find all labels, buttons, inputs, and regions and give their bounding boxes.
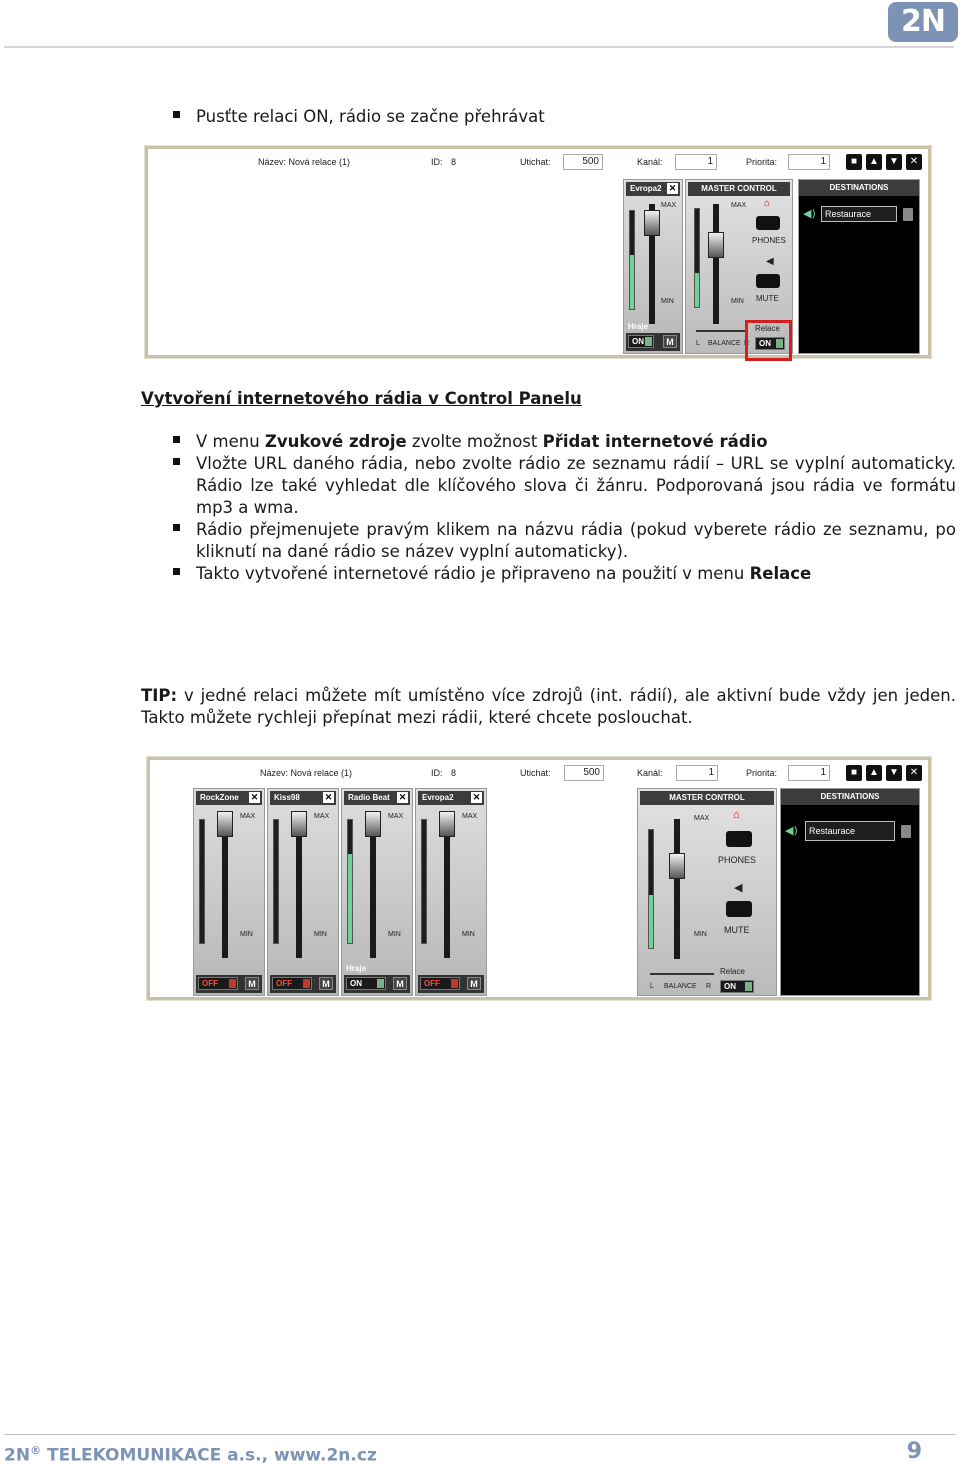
master-volume-fader[interactable] (708, 232, 724, 258)
remove-source-icon[interactable]: ✕ (472, 792, 481, 802)
channel-label: Kanál: (637, 157, 663, 167)
move-top-icon[interactable]: ▲ (866, 154, 882, 170)
bullet-marker (173, 458, 180, 465)
session-panel-1 (145, 146, 931, 358)
min-label: MIN (388, 931, 401, 938)
mute-label: MUTE (724, 925, 750, 935)
destinations-title: DESTINATIONS (781, 789, 919, 805)
playing-status: Hraje (346, 964, 367, 973)
priority-input[interactable]: 1 (788, 154, 830, 170)
relace-on-toggle[interactable]: ON (720, 980, 754, 993)
destination-item[interactable]: Restaurace (805, 821, 895, 841)
level-meter (347, 819, 353, 944)
remove-source-icon[interactable]: ✕ (324, 792, 333, 802)
source-name: Radio Beat ✕ (344, 791, 410, 805)
source-on-toggle[interactable]: OFF (420, 977, 460, 990)
phones-label: PHONES (752, 236, 786, 245)
playing-status: Hraje (628, 322, 649, 331)
delete-destination-icon[interactable] (903, 208, 913, 221)
company-logo: 2N (888, 2, 958, 42)
destinations-panel (798, 179, 920, 354)
session-toolbar (148, 149, 928, 175)
mute-toggle[interactable] (756, 274, 780, 288)
balance-label: BALANCE (708, 340, 741, 347)
mute-source-button[interactable]: M (245, 977, 259, 990)
volume-fader[interactable] (439, 811, 455, 837)
channel-input[interactable]: 1 (675, 154, 717, 170)
level-meter (421, 819, 427, 944)
close-icon[interactable]: ✕ (906, 154, 922, 170)
mute-input[interactable]: 500 (563, 154, 603, 170)
channel-label: Kanál: (637, 768, 663, 778)
max-label: MAX (388, 813, 404, 820)
balance-l: L (650, 983, 654, 990)
speaker-active-icon: ◀) (785, 824, 798, 837)
volume-fader[interactable] (217, 811, 233, 837)
phones-toggle[interactable] (756, 216, 780, 230)
save-icon[interactable]: ■ (846, 765, 862, 781)
move-bottom-icon[interactable]: ▼ (886, 154, 902, 170)
bullet-3: Rádio přejmenujete pravým klikem na názvu rádia (pokud vyberete rádio ze seznamu, po kliknutí na dané rádio se název vyplní automaticky). (196, 520, 956, 561)
remove-source-icon[interactable]: ✕ (250, 792, 259, 802)
source-name: Evropa2 ✕ (626, 182, 680, 196)
destination-item[interactable]: Restaurace (821, 206, 897, 222)
bullet-marker (173, 568, 180, 575)
channel-input[interactable]: 1 (676, 765, 718, 781)
source-on-toggle[interactable]: OFF (272, 977, 312, 990)
intro-bullet-text: Pusťte relaci ON, rádio se začne přehrávat (196, 107, 545, 126)
bullet-2: Vložte URL daného rádia, nebo zvolte rádio ze seznamu rádií – URL se vyplní automaticky. Rádio lze také vyhledat dle klíčového slova či žánru. Podporovaná jsou rádia ve formátu mp3 a wma. (196, 454, 956, 517)
mute-source-button[interactable]: M (467, 977, 481, 990)
level-meter (199, 819, 205, 944)
tip-paragraph: TIP: v jedné relaci můžete mít umístěno více zdrojů (int. rádií), ale aktivní bude vždy jen jeden. Takto můžete rychleji přepínat mezi rádii, které chcete poslouchat. (141, 686, 956, 727)
max-label: MAX (314, 813, 330, 820)
mute-label: Utichat: (520, 768, 551, 778)
min-label: MIN (314, 931, 327, 938)
phones-label: PHONES (718, 855, 757, 865)
volume-fader[interactable] (365, 811, 381, 837)
source-on-toggle[interactable]: ON (346, 977, 386, 990)
speaker-active-icon: ◀) (803, 207, 816, 220)
headphones-icon: ⌂ (733, 809, 740, 821)
session-name-label: Název: Nová relace (1) (258, 157, 351, 167)
id-value: 8 (451, 157, 457, 167)
id-value: 8 (451, 768, 457, 778)
level-fill (348, 854, 352, 943)
source-controls (344, 975, 410, 993)
menu-sound-sources: Zvukové zdroje (264, 432, 407, 451)
phones-toggle[interactable] (726, 831, 752, 847)
priority-input[interactable]: 1 (788, 765, 830, 781)
footer-divider (4, 1434, 956, 1435)
level-meter (629, 210, 635, 310)
master-level-fill (649, 895, 653, 948)
max-label: MAX (240, 813, 256, 820)
balance-label: BALANCE (664, 983, 697, 990)
headphones-icon: ⌂ (764, 198, 771, 209)
speaker-icon: ◀ (766, 256, 774, 267)
source-channel (267, 788, 339, 996)
master-min-label: MIN (731, 298, 744, 305)
highlight-box (745, 320, 792, 361)
session-name-label: Název: Nová relace (1) (260, 768, 353, 778)
source-controls (196, 975, 262, 993)
relace-label: Relace (720, 967, 745, 976)
destinations-panel (780, 788, 920, 996)
source-channel (193, 788, 265, 996)
balance-slider[interactable] (650, 973, 714, 975)
max-label: MAX (661, 202, 677, 209)
master-title: MASTER CONTROL (640, 791, 774, 805)
save-icon[interactable]: ■ (846, 154, 862, 170)
source-name: RockZone ✕ (196, 791, 262, 805)
remove-source-icon[interactable]: ✕ (398, 792, 407, 802)
move-top-icon[interactable]: ▲ (866, 765, 882, 781)
source-channel (341, 788, 413, 996)
master-title: MASTER CONTROL (688, 182, 790, 196)
master-control (637, 788, 777, 996)
master-level-meter (694, 208, 700, 308)
source-channel (623, 179, 683, 354)
close-icon[interactable]: ✕ (906, 765, 922, 781)
source-on-toggle[interactable]: ON (628, 335, 654, 348)
volume-fader[interactable] (644, 210, 660, 236)
priority-label: Priorita: (746, 157, 778, 167)
source-controls (626, 333, 680, 351)
min-label: MIN (240, 931, 253, 938)
speaker-icon: ◀ (734, 882, 743, 894)
page-number: 9 (906, 1439, 922, 1464)
bullet-marker (173, 111, 180, 118)
move-bottom-icon[interactable]: ▼ (886, 765, 902, 781)
level-meter (273, 819, 279, 944)
min-label: MIN (661, 298, 674, 305)
source-on-toggle[interactable]: OFF (198, 977, 238, 990)
mute-label: Utichat: (520, 157, 551, 167)
destinations-title: DESTINATIONS (799, 180, 919, 196)
balance-r: R (744, 340, 750, 347)
bullet-1: V menu Zvukové zdroje zvolte možnost Přidat internetové rádio (196, 432, 768, 451)
level-fill (630, 255, 634, 309)
master-min-label: MIN (694, 931, 707, 938)
source-name: Evropa2 ✕ (418, 791, 484, 805)
volume-fader[interactable] (291, 811, 307, 837)
priority-label: Priorita: (746, 768, 778, 778)
mute-source-button[interactable]: M (663, 335, 677, 348)
add-internet-radio: Přidat internetové rádio (542, 432, 768, 451)
master-volume-fader[interactable] (669, 853, 685, 879)
relace-on-toggle[interactable]: ON (755, 337, 785, 350)
delete-destination-icon[interactable] (901, 825, 911, 838)
relace-label: Relace (755, 324, 780, 333)
footer-company: 2N® TELEKOMUNIKACE a.s., www.2n.cz (4, 1444, 377, 1466)
session-panel-2 (147, 757, 931, 1000)
id-label: ID: (431, 157, 443, 167)
mute-label: MUTE (756, 294, 779, 303)
master-max-label: MAX (731, 202, 747, 209)
bullet-marker (173, 524, 180, 531)
mute-source-button[interactable]: M (319, 977, 333, 990)
remove-source-icon[interactable]: ✕ (668, 183, 677, 193)
balance-l: L (696, 340, 700, 347)
master-level-fill (695, 273, 699, 307)
master-volume-track (713, 204, 719, 324)
bullet-marker (173, 436, 180, 443)
section-heading: Vytvoření internetového rádia v Control Panelu (141, 389, 582, 408)
balance-r: R (706, 983, 712, 990)
source-channel (415, 788, 487, 996)
min-label: MIN (462, 931, 475, 938)
header-divider (4, 46, 954, 48)
mute-input[interactable]: 500 (564, 765, 604, 781)
source-controls (270, 975, 336, 993)
mute-source-button[interactable]: M (393, 977, 407, 990)
master-max-label: MAX (694, 815, 710, 822)
master-level-meter (648, 829, 654, 949)
max-label: MAX (462, 813, 478, 820)
menu-relace: Relace (749, 564, 812, 583)
source-controls (418, 975, 484, 993)
id-label: ID: (431, 768, 443, 778)
master-volume-track (674, 819, 680, 959)
tip-label: TIP: (141, 686, 178, 705)
source-name: Kiss98 ✕ (270, 791, 336, 805)
session-toolbar (150, 760, 928, 786)
balance-slider[interactable] (696, 330, 748, 332)
bullet-4: Takto vytvořené internetové rádio je připraveno na použití v menu Relace (196, 564, 812, 583)
mute-toggle[interactable] (726, 901, 752, 917)
